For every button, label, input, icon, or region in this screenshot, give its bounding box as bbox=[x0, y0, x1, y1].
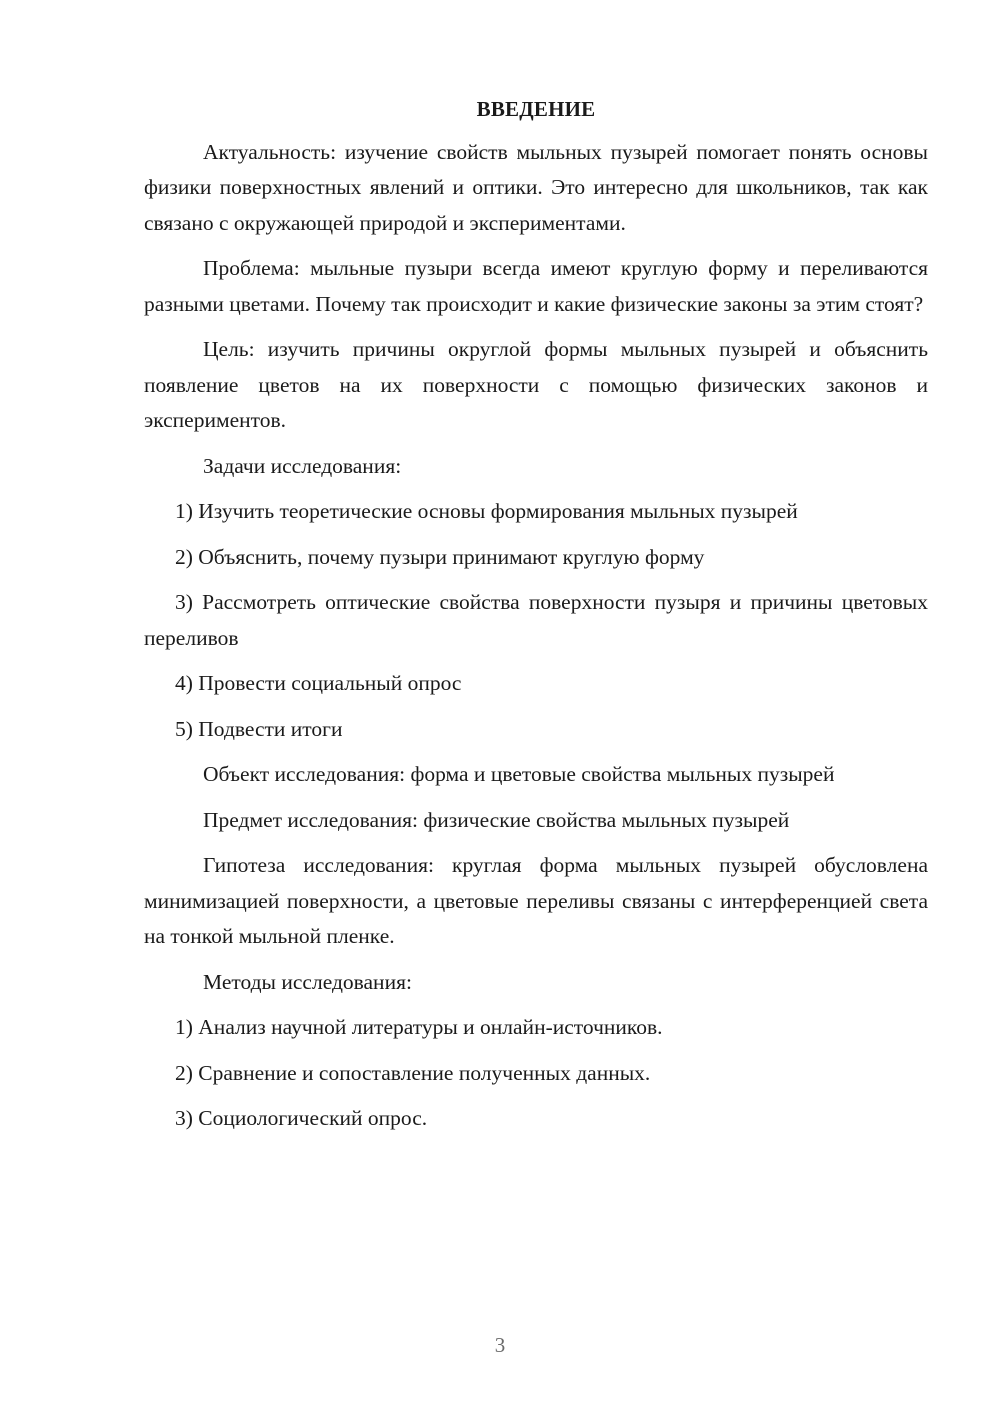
task-item: 4) Провести социальный опрос bbox=[175, 671, 462, 695]
subject-paragraph: Предмет исследования: физические свойства мыльных пузырей bbox=[203, 807, 790, 832]
object-paragraph: Объект исследования: форма и цветовые свойства мыльных пузырей bbox=[203, 762, 835, 786]
method-item: 1) Анализ научной литературы и онлайн-источников. bbox=[175, 1015, 663, 1039]
method-item: 2) Сравнение и сопоставление полученных данных. bbox=[175, 1060, 651, 1085]
task-item: 5) Подвести итоги bbox=[175, 716, 343, 741]
hypothesis-paragraph: Гипотеза исследования: круглая форма мыльных пузырей обусловлена минимизацией поверхности, а цветовые переливы связаны с интерференцией света на тонкой мыльной пленке. bbox=[144, 853, 928, 948]
tasks-title: Задачи исследования: bbox=[203, 453, 402, 478]
task-item: 2) Объяснить, почему пузыри принимают круглую форму bbox=[175, 544, 705, 569]
method-item: 3) Социологический опрос. bbox=[175, 1106, 428, 1130]
tasks-block bbox=[144, 449, 928, 748]
task-item: 3) Рассмотреть оптические свойства поверхности пузыря и причины цветовых переливов bbox=[144, 590, 928, 650]
document-page bbox=[144, 92, 928, 1147]
goal-paragraph: Цель: изучить причины округлой формы мыльных пузырей и объяснить появление цветов на их поверхности с помощью физических законов и экспериментов. bbox=[144, 337, 928, 432]
page-number: 3 bbox=[494, 1333, 506, 1357]
methods-block bbox=[144, 965, 928, 1137]
section-heading: ВВЕДЕНИЕ bbox=[476, 97, 596, 121]
relevance-paragraph: Актуальность: изучение свойств мыльных пузырей помогает понять основы физики поверхностных явлений и оптики. Это интересно для школьников, так как связано с окружающей природой и экспериментами. bbox=[144, 139, 928, 235]
problem-paragraph: Проблема: мыльные пузыри всегда имеют круглую форму и переливаются разными цветами. Почему так происходит и какие физические законы за этим стоят? bbox=[144, 256, 928, 316]
task-item: 1) Изучить теоретические основы формирования мыльных пузырей bbox=[175, 499, 798, 523]
methods-title: Методы исследования: bbox=[203, 969, 412, 994]
